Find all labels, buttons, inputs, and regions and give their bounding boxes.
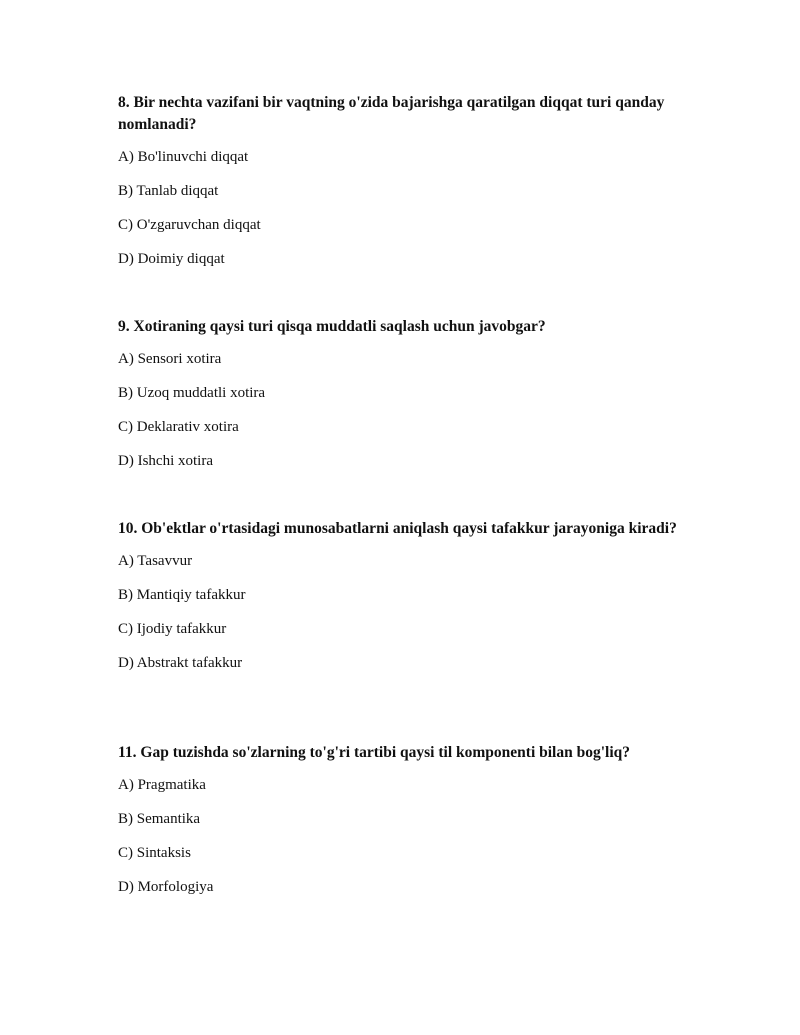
option-b: B) Tanlab diqqat xyxy=(118,183,219,199)
question-11 xyxy=(118,742,630,911)
question-9 xyxy=(118,316,546,485)
option-c: C) Deklarativ xotira xyxy=(118,419,239,435)
option-b: B) Uzoq muddatli xotira xyxy=(118,385,266,401)
option-d: D) Abstrakt tafakkur xyxy=(118,655,243,671)
option-d: D) Doimiy diqqat xyxy=(118,251,225,267)
option-a: A) Sensori xotira xyxy=(118,351,222,367)
question-8 xyxy=(118,92,678,283)
question-text: 9. Xotiraning qaysi turi qisqa muddatli saqlash uchun javobgar? xyxy=(118,318,546,335)
option-c: C) Ijodiy tafakkur xyxy=(118,621,227,637)
question-10 xyxy=(118,518,677,687)
question-text: 11. Gap tuzishda so'zlarning to'g'ri tartibi qaysi til komponenti bilan bog'liq? xyxy=(118,744,631,761)
option-c: C) O'zgaruvchan diqqat xyxy=(118,217,261,233)
option-a: A) Bo'linuvchi diqqat xyxy=(118,149,249,165)
option-c: C) Sintaksis xyxy=(118,845,191,861)
option-a: A) Tasavvur xyxy=(118,553,193,569)
option-b: B) Semantika xyxy=(118,811,201,827)
option-a: A) Pragmatika xyxy=(118,777,206,793)
question-text: 10. Ob'ektlar o'rtasidagi munosabatlarni aniqlash qaysi tafakkur jarayoniga kiradi? xyxy=(118,520,677,537)
option-d: D) Morfologiya xyxy=(118,879,214,895)
option-d: D) Ishchi xotira xyxy=(118,453,213,469)
question-text: 8. Bir nechta vazifani bir vaqtning o'zida bajarishga qaratilgan diqqat turi qanday nomlanadi? xyxy=(118,94,665,133)
option-b: B) Mantiqiy tafakkur xyxy=(118,587,246,603)
